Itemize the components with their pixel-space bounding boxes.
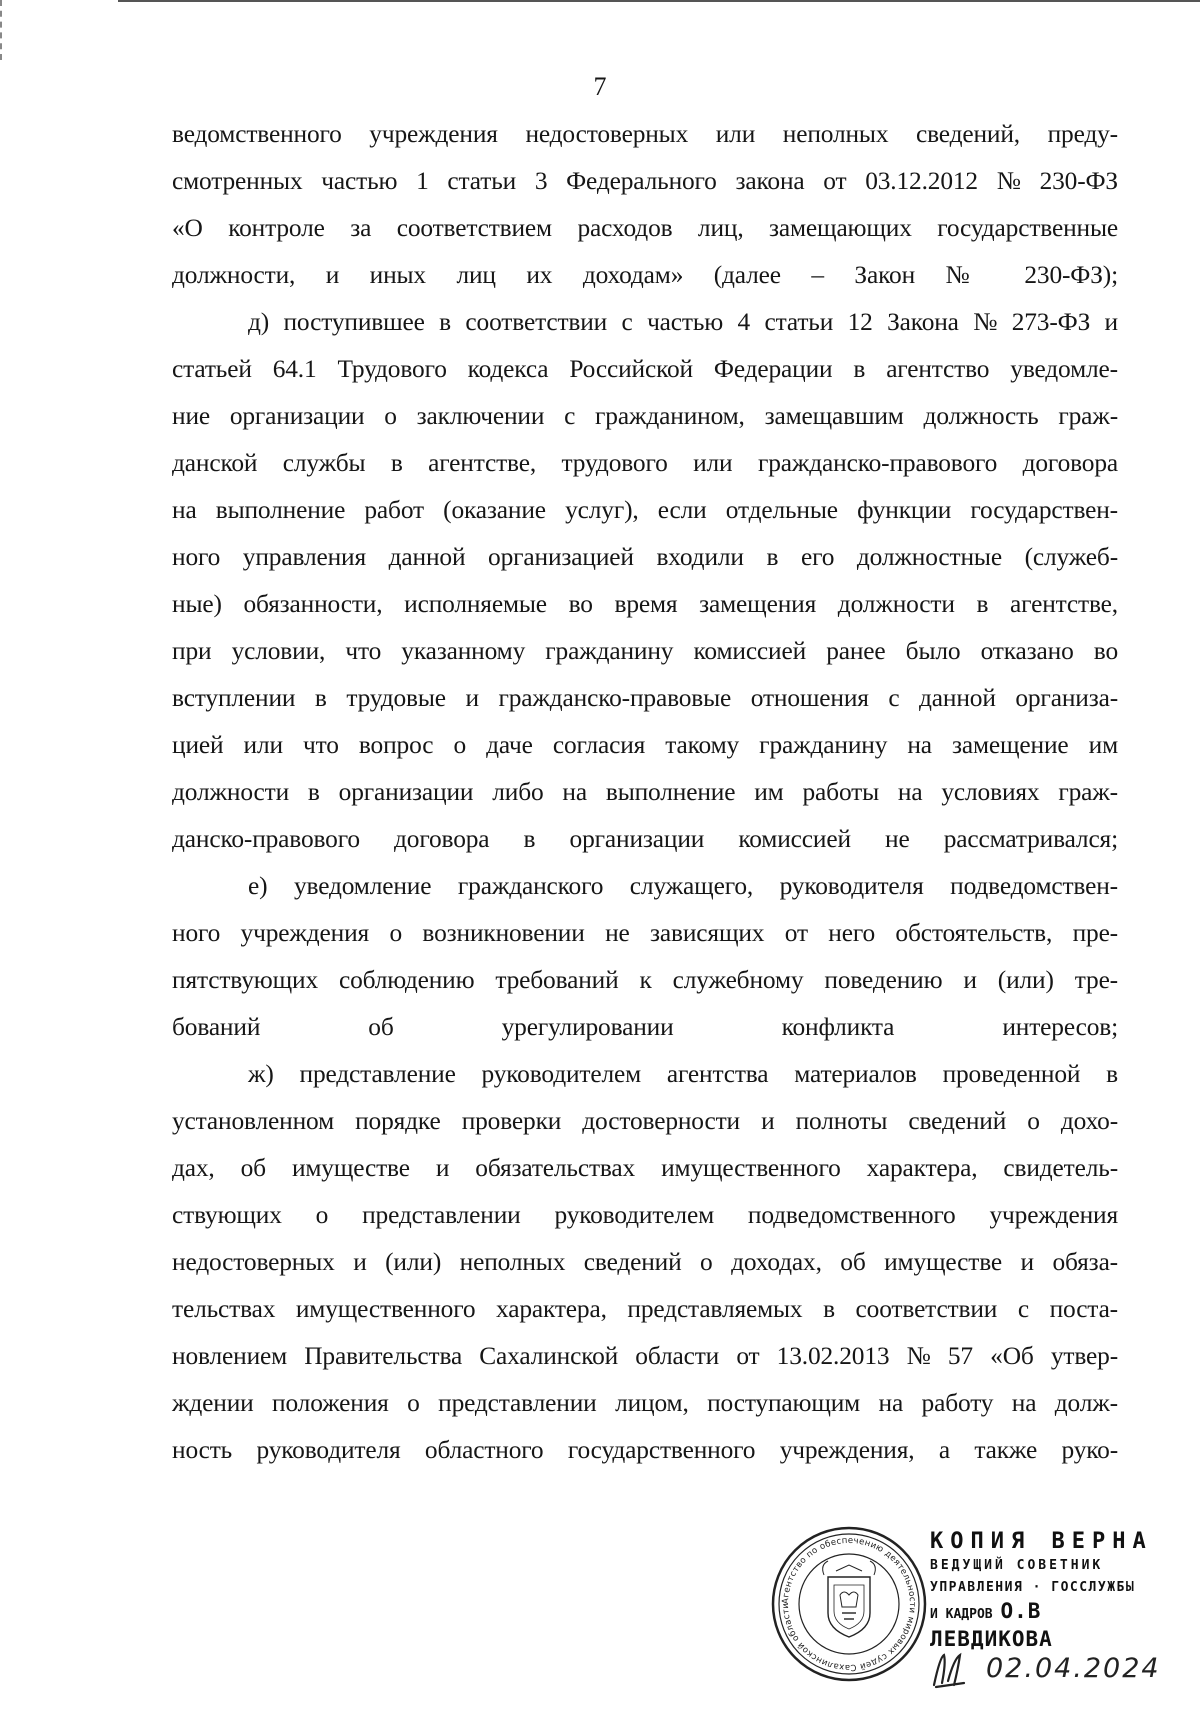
paragraph-p4 xyxy=(172,1051,1118,1474)
text-line: данской службы в агентстве, трудового или гражданско-правового договора xyxy=(172,449,1118,477)
text-line: смотренных частью 1 статьи 3 Федерального закона от 03.12.2012 № 230-ФЗ xyxy=(172,167,1118,195)
text-line: дах, об имуществе и обязательствах имущественного характера, свидетель- xyxy=(172,1154,1118,1182)
text-line: установленном порядке проверки достоверности и полноты сведений о дохо- xyxy=(172,1107,1118,1135)
text-line: тельствах имущественного характера, представляемых в соответствии с поста- xyxy=(172,1295,1118,1323)
paragraph-p2 xyxy=(172,299,1118,863)
certification-position: ВЕДУЩИЙ СОВЕТНИК xyxy=(930,1558,1104,1573)
paragraph-p3 xyxy=(172,863,1118,1051)
document-body xyxy=(172,111,1118,1474)
certification-signer xyxy=(930,1599,1170,1655)
scan-left-edge xyxy=(0,0,4,60)
coat-of-arms-icon xyxy=(823,1561,876,1637)
text-line: е) уведомление гражданского служащего, руководителя подведомствен- xyxy=(248,872,1118,900)
text-line: ствующих о представлении руководителем подведомственного учреждения xyxy=(172,1201,1118,1229)
scan-top-edge xyxy=(118,0,1200,2)
certification-date: 02.04.2024 xyxy=(986,1653,1161,1684)
certification-name: О.В ЛЕВДИКОВА xyxy=(930,1599,1053,1651)
text-line: цией или что вопрос о даче согласия такому гражданину на замещение им xyxy=(172,731,1118,759)
certification-prefix: И КАДРОВ xyxy=(930,1607,993,1622)
text-line: ность руководителя областного государственного учреждения, а также руко- xyxy=(172,1436,1118,1464)
text-line: на выполнение работ (оказание услуг), если отдельные функции государствен- xyxy=(172,496,1118,524)
text-line: недостоверных и (или) неполных сведений о доходах, об имуществе и обяза- xyxy=(172,1248,1118,1276)
text-line: статьей 64.1 Трудового кодекса Российской Федерации в агентство уведомле- xyxy=(172,355,1118,383)
text-line: д) поступившее в соответствии с частью 4 статьи 12 Закона № 273-ФЗ и xyxy=(248,308,1118,336)
text-line: «О контроле за соответствием расходов лиц, замещающих государственные xyxy=(172,214,1118,242)
text-line: ные) обязанности, исполняемые во время замещения должности в агентстве, xyxy=(172,590,1118,618)
text-line: данско-правового договора в организации комиссией не рассматривался; xyxy=(172,825,1118,853)
seal-ring-text: Агентство по обеспечению деятельности мировых судей Сахалинской области xyxy=(780,1535,918,1673)
text-line: ж) представление руководителем агентства материалов проведенной в xyxy=(248,1060,1118,1088)
official-seal xyxy=(770,1525,928,1683)
text-line: ждении положения о представлении лицом, поступающим на работу на долж- xyxy=(172,1389,1118,1417)
paragraph-p1 xyxy=(172,111,1118,299)
text-line: при условии, что указанному гражданину комиссией ранее было отказано во xyxy=(172,637,1118,665)
certification-block xyxy=(930,1529,1170,1655)
text-line: пятствующих соблюдению требований к служебному поведению и (или) тре- xyxy=(172,966,1118,994)
svg-text:Агентство по обеспечению деяте xyxy=(781,1536,917,1672)
text-line: ние организации о заключении с гражданином, замещавшим должность граж- xyxy=(172,402,1118,430)
text-line: вступлении в трудовые и гражданско-правовые отношения с данной организа- xyxy=(172,684,1118,712)
text-line: ведомственного учреждения недостоверных или неполных сведений, преду- xyxy=(172,120,1118,148)
certification-department: УПРАВЛЕНИЯ · ГОССЛУЖБЫ xyxy=(930,1580,1136,1595)
page-number: 7 xyxy=(593,72,607,101)
text-line: ного управления данной организацией входили в его должностные (служеб- xyxy=(172,543,1118,571)
text-line: должности в организации либо на выполнение им работы на условиях граж- xyxy=(172,778,1118,806)
signature-row xyxy=(930,1649,1170,1693)
text-line: бований об урегулировании конфликта интересов; xyxy=(172,1013,1118,1041)
certification-stamp xyxy=(770,1525,1170,1695)
text-line: ного учреждения о возникновении не зависящих от него обстоятельств, пре- xyxy=(172,919,1118,947)
handwritten-signature xyxy=(930,1649,978,1691)
text-line: новлением Правительства Сахалинской области от 13.02.2013 № 57 «Об утвер- xyxy=(172,1342,1118,1370)
text-line: должности, и иных лиц их доходам» (далее – Закон № 230-ФЗ); xyxy=(172,261,1118,289)
certification-title: КОПИЯ ВЕРНА xyxy=(930,1529,1153,1554)
